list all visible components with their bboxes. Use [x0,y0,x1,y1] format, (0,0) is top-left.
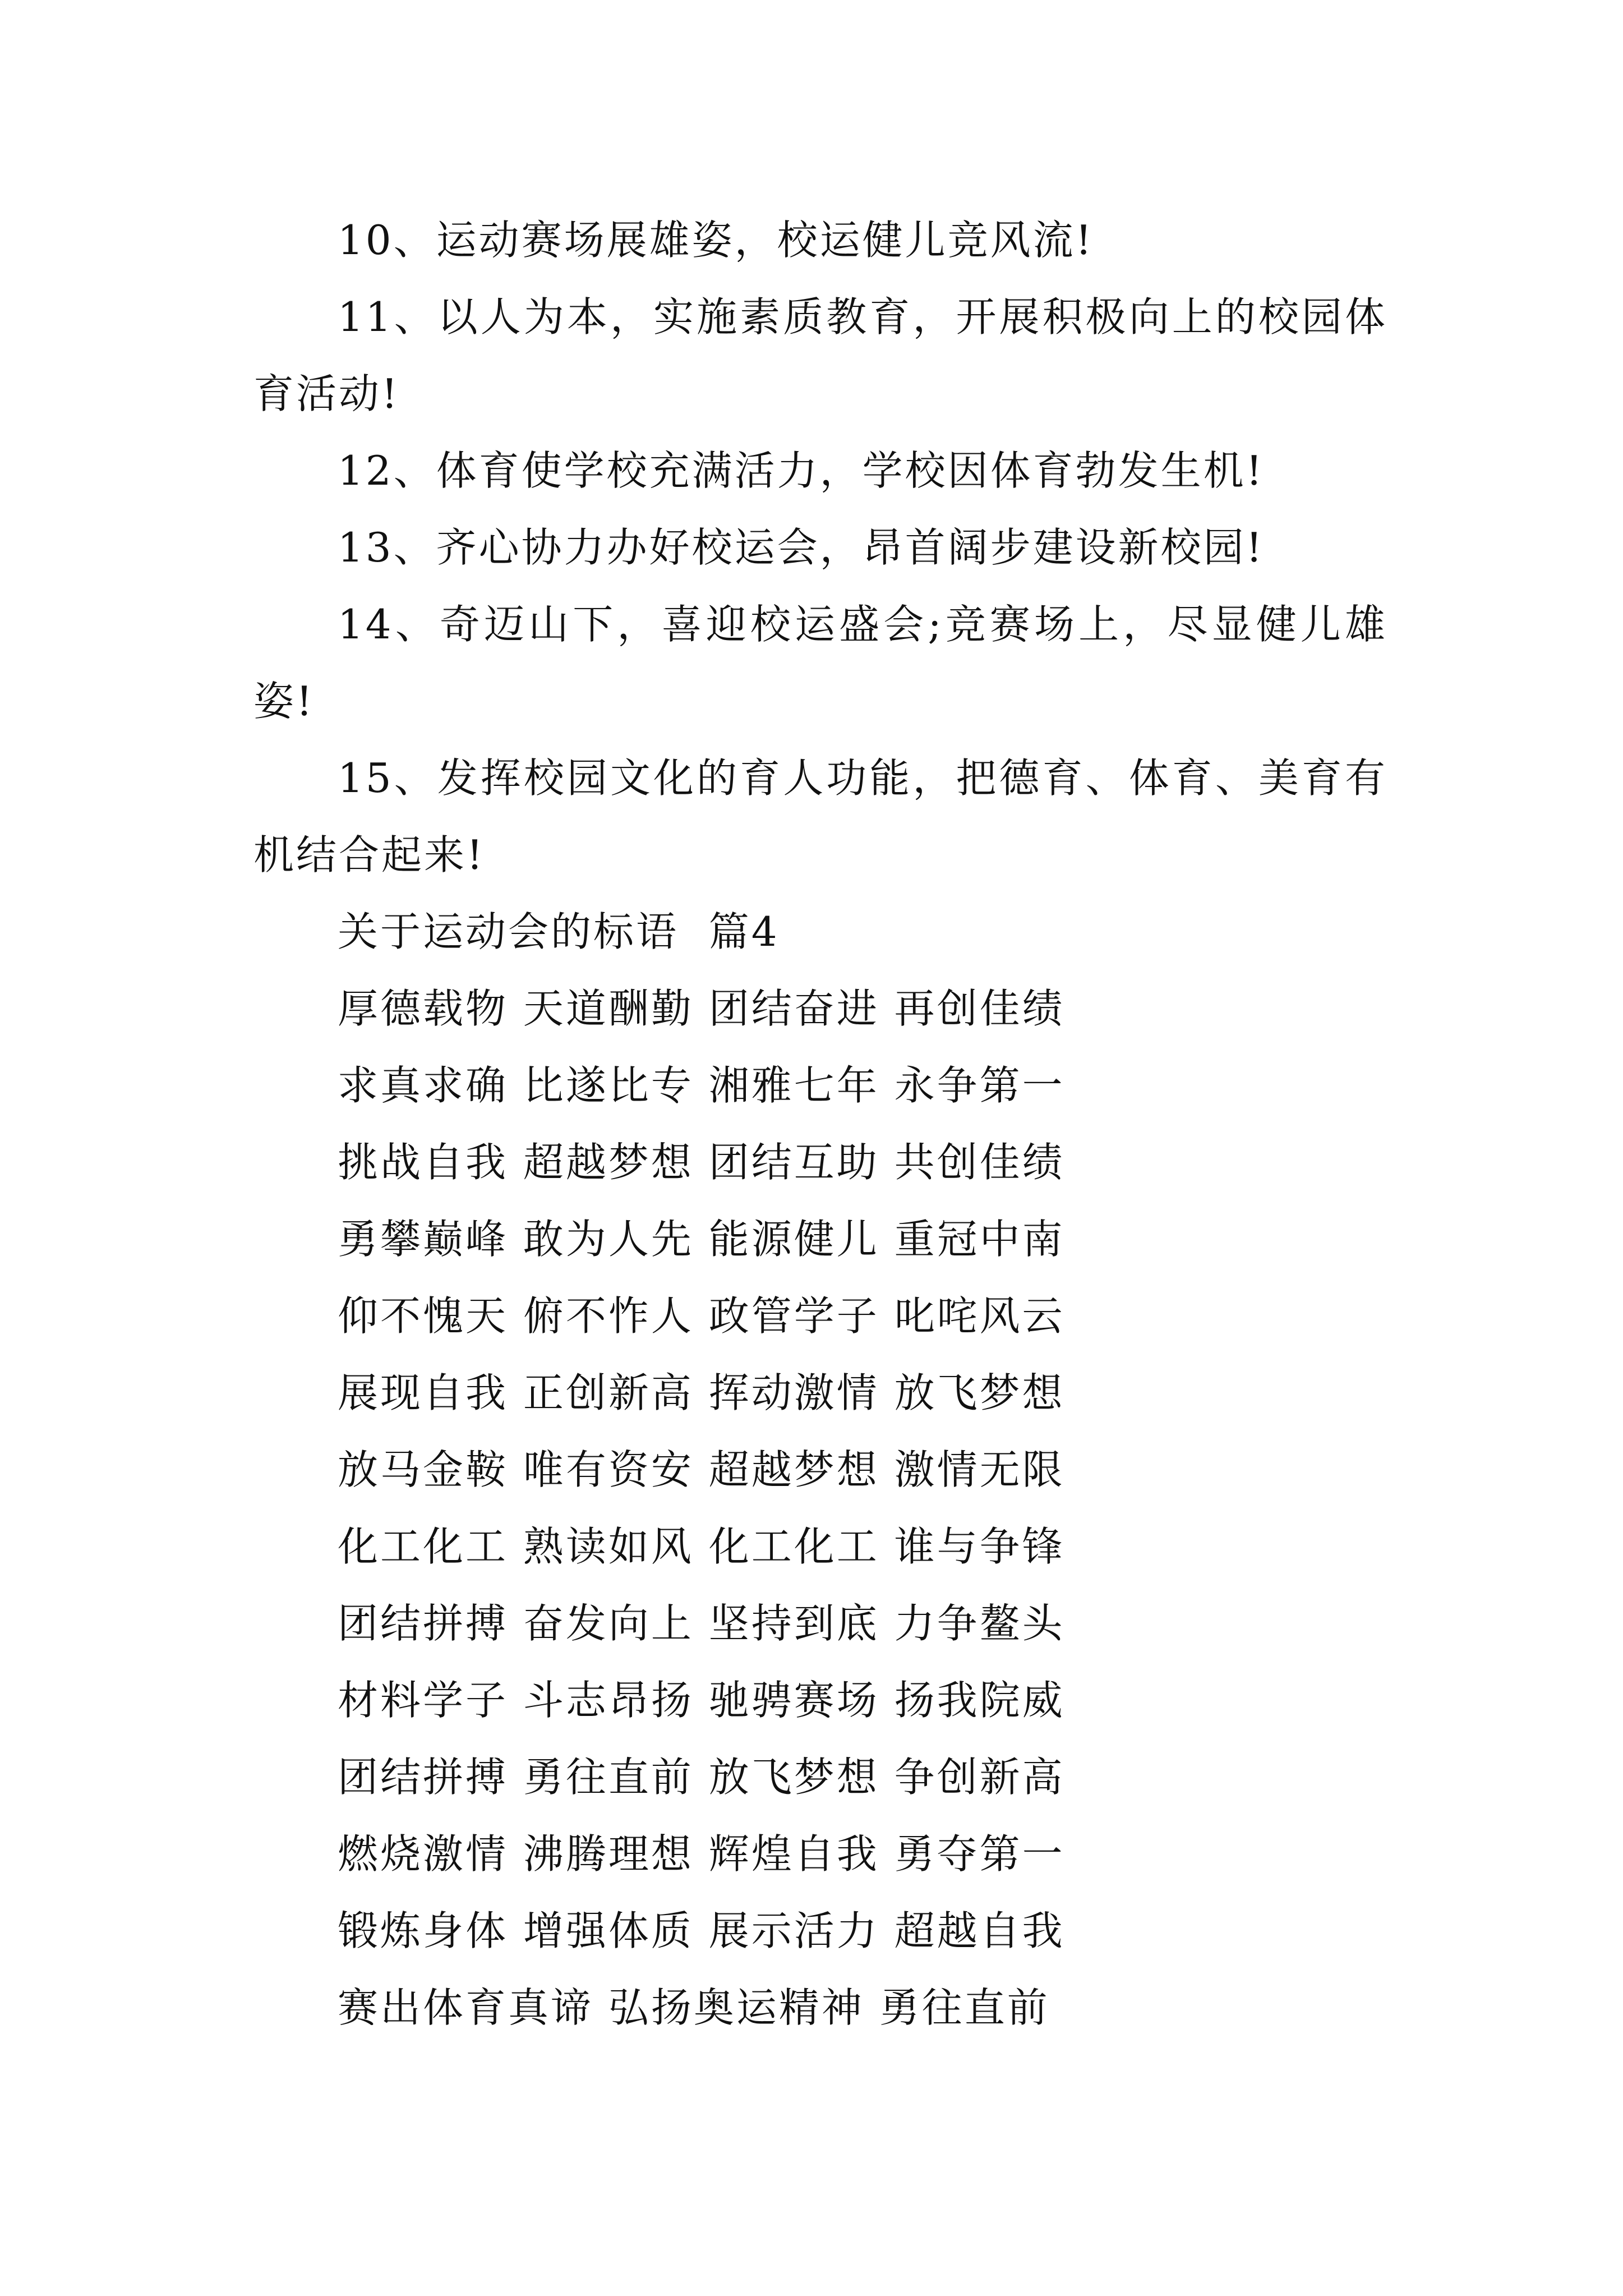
slogan-line: 挑战自我 超越梦想 团结互助 共创佳绩 [338,1139,1065,1186]
paragraph-slogan-15: 15、发挥校园文化的育人功能，把德育、体育、美育有机结合起来! [253,754,1387,878]
slogan-line: 锻炼身体 增强体质 展示活力 超越自我 [338,1907,1065,1954]
slogan-line: 化工化工 熟读如风 化工化工 谁与争锋 [338,1523,1065,1570]
slogan-line: 赛出体育真谛 弘扬奥运精神 勇往直前 [338,1984,1050,2031]
slogan-line: 团结拼搏 勇往直前 放飞梦想 争创新高 [338,1754,1065,1801]
slogan-line: 燃烧激情 沸腾理想 辉煌自我 勇夺第一 [338,1830,1065,1878]
slogan-line: 仰不愧天 俯不怍人 政管学子 叱咤风云 [338,1292,1065,1340]
paragraph-slogan-10: 10、运动赛场展雄姿，校运健儿竞风流! [338,217,1094,264]
slogan-line: 展现自我 正创新高 挥动激情 放飞梦想 [338,1369,1065,1416]
paragraph-slogan-11: 11、以人为本，实施素质教育，开展积极向上的校园体育活动! [253,293,1387,417]
slogan-line: 团结拼搏 奋发向上 坚持到底 力争鳌头 [338,1600,1065,1647]
slogan-line: 材料学子 斗志昂扬 驰骋赛场 扬我院威 [338,1677,1065,1724]
document-body [253,202,1387,2046]
section-heading: 关于运动会的标语 篇4 [338,908,780,955]
slogan-line: 厚德载物 天道酬勤 团结奋进 再创佳绩 [338,985,1065,1032]
paragraph-slogan-14: 14、奇迈山下，喜迎校运盛会;竞赛场上，尽显健儿雄姿! [253,601,1387,725]
slogan-line: 求真求确 比遂比专 湘雅七年 永争第一 [338,1062,1065,1109]
paragraph-slogan-12: 12、体育使学校充满活力，学校因体育勃发生机! [338,447,1265,494]
slogan-line: 放马金鞍 唯有资安 超越梦想 激情无限 [338,1446,1065,1493]
slogan-line: 勇攀巅峰 敢为人先 能源健儿 重冠中南 [338,1216,1065,1263]
paragraph-slogan-13: 13、齐心协力办好校运会，昂首阔步建设新校园! [338,524,1265,571]
